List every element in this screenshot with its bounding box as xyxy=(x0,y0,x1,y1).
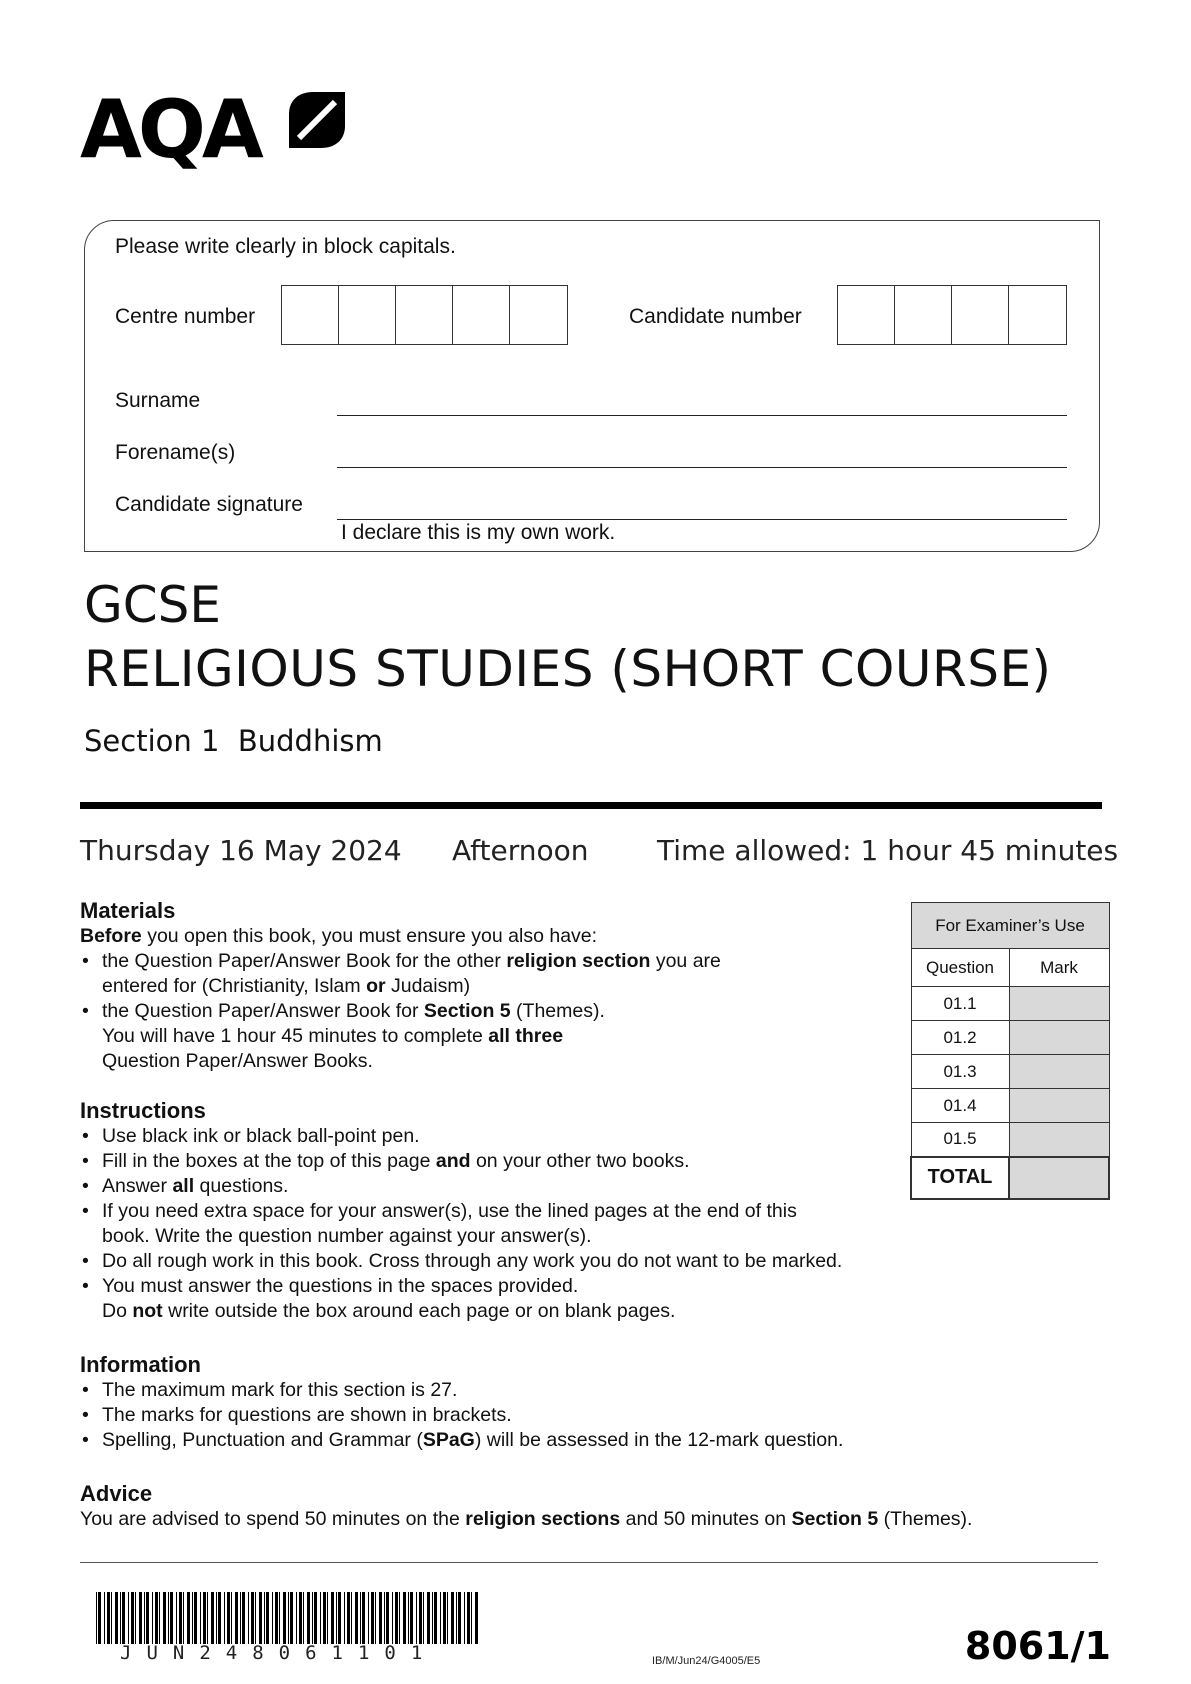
instruction-item: • Answer all questions. xyxy=(80,1174,980,1199)
barcode-bar xyxy=(120,1592,121,1644)
question-number: 01.1 xyxy=(911,987,1009,1021)
barcode xyxy=(96,1592,482,1644)
barcode-bar xyxy=(224,1592,225,1644)
barcode-bar xyxy=(331,1592,334,1644)
barcode-bar xyxy=(432,1592,433,1644)
barcode-bar xyxy=(307,1592,310,1644)
candidate-digit-box[interactable] xyxy=(1009,286,1066,344)
barcode-bar xyxy=(399,1592,400,1644)
barcode-bar xyxy=(231,1592,232,1644)
barcode-bar xyxy=(296,1592,297,1644)
barcode-bar xyxy=(475,1592,478,1644)
barcode-bar xyxy=(272,1592,273,1644)
surname-field[interactable] xyxy=(337,415,1067,416)
candidate-details-box xyxy=(84,220,1100,552)
barcode-bar xyxy=(203,1592,206,1644)
barcode-bar xyxy=(107,1592,110,1644)
barcode-bar xyxy=(368,1592,369,1644)
barcode-bar xyxy=(259,1592,262,1644)
centre-digit-box[interactable] xyxy=(282,286,339,344)
barcode-bar xyxy=(456,1592,457,1644)
paper-code: 8061/1 xyxy=(964,1624,1111,1668)
forename-field[interactable] xyxy=(337,467,1067,468)
barcode-bar xyxy=(216,1592,217,1644)
question-number: 01.2 xyxy=(911,1021,1009,1055)
barcode-bar xyxy=(111,1592,112,1644)
subject-title: RELIGIOUS STUDIES (SHORT COURSE) xyxy=(84,640,1052,698)
logo-text: AQA xyxy=(80,83,260,176)
instruction-item: • Fill in the boxes at the top of this page and on your other two books. xyxy=(80,1149,980,1174)
advice-text: You are advised to spend 50 minutes on the religion sections and 50 minutes on Section 5 (Themes). xyxy=(80,1508,973,1530)
barcode-bar xyxy=(458,1592,461,1644)
instructions-section xyxy=(80,1098,980,1324)
instructions-heading: Instructions xyxy=(80,1098,206,1123)
barcode-bar xyxy=(242,1592,245,1644)
barcode-bar xyxy=(251,1592,254,1644)
barcode-bar xyxy=(427,1592,430,1644)
advice-heading: Advice xyxy=(80,1481,153,1506)
forename-label: Forename(s) xyxy=(115,441,236,464)
barcode-bar xyxy=(314,1592,317,1644)
barcode-bar xyxy=(386,1592,389,1644)
time-allowed: Time allowed: 1 hour 45 minutes xyxy=(657,834,1119,867)
centre-digit-box[interactable] xyxy=(339,286,396,344)
barcode-bar xyxy=(139,1592,142,1644)
declaration-text: I declare this is my own work. xyxy=(341,521,616,544)
barcode-bar xyxy=(135,1592,136,1644)
advice-section xyxy=(80,1481,1090,1532)
barcode-bar xyxy=(248,1592,249,1644)
barcode-bar xyxy=(403,1592,406,1644)
information-item: • The marks for questions are shown in brackets. xyxy=(80,1403,980,1428)
section-title: Section 1 Buddhism xyxy=(84,724,383,758)
materials-intro: Before you open this book, you must ensure you also have: xyxy=(80,925,598,947)
barcode-bar xyxy=(347,1592,350,1644)
barcode-bar xyxy=(255,1592,256,1644)
barcode-bar xyxy=(146,1592,149,1644)
barcode-bar xyxy=(155,1592,158,1644)
barcode-bar xyxy=(320,1592,321,1644)
barcode-bar xyxy=(152,1592,153,1644)
barcode-bar xyxy=(434,1592,437,1644)
barcode-bar xyxy=(240,1592,241,1644)
examiner-use-table xyxy=(910,902,1110,1200)
mark-cell xyxy=(1009,1089,1109,1123)
question-number: 01.5 xyxy=(911,1123,1009,1157)
barcode-bar xyxy=(375,1592,376,1644)
barcode-bar xyxy=(144,1592,145,1644)
barcode-bar xyxy=(163,1592,166,1644)
exam-session: Afternoon xyxy=(452,834,589,867)
barcode-bar xyxy=(344,1592,345,1644)
barcode-bar xyxy=(283,1592,286,1644)
information-item: • Spelling, Punctuation and Grammar (SPaG) will be assessed in the 12-mark question. xyxy=(80,1428,980,1453)
mark-cell xyxy=(1009,1055,1109,1089)
barcode-bar xyxy=(159,1592,160,1644)
barcode-bar xyxy=(192,1592,193,1644)
candidate-digit-box[interactable] xyxy=(838,286,895,344)
barcode-bar xyxy=(200,1592,201,1644)
barcode-bar xyxy=(96,1592,97,1644)
barcode-bar xyxy=(371,1592,374,1644)
barcode-bar xyxy=(467,1592,470,1644)
block-capitals-hint: Please write clearly in block capitals. xyxy=(115,235,456,258)
mark-cell xyxy=(1009,987,1109,1021)
barcode-bar xyxy=(115,1592,118,1644)
instruction-item: • If you need extra space for your answer(s), use the lined pages at the end of this book. Write the question number against your answer(s). xyxy=(80,1199,840,1249)
barcode-bar xyxy=(392,1592,393,1644)
examiner-table-title: For Examiner’s Use xyxy=(911,903,1109,949)
information-item: • The maximum mark for this section is 27. xyxy=(80,1378,980,1403)
barcode-bar xyxy=(312,1592,313,1644)
barcode-bar xyxy=(410,1592,413,1644)
barcode-bar xyxy=(395,1592,398,1644)
instruction-item: • You must answer the questions in the spaces provided. Do not write outside the box around each page or on blank pages. xyxy=(80,1274,980,1324)
barcode-bar xyxy=(360,1592,361,1644)
centre-digit-box[interactable] xyxy=(510,286,567,344)
exam-date: Thursday 16 May 2024 xyxy=(80,834,402,867)
materials-item: • the Question Paper/Answer Book for the other religion section you are entered for (Christianity, Islam or Judaism) xyxy=(80,949,760,999)
barcode-bar xyxy=(170,1592,173,1644)
materials-section xyxy=(80,898,930,1074)
signature-label: Candidate signature xyxy=(115,493,303,516)
barcode-bar xyxy=(471,1592,472,1644)
mark-cell xyxy=(1009,1123,1109,1157)
barcode-bar xyxy=(264,1592,265,1644)
candidate-digit-box[interactable] xyxy=(952,286,1009,344)
barcode-bar xyxy=(104,1592,105,1644)
qualification-title: GCSE xyxy=(84,576,221,634)
centre-digit-box[interactable] xyxy=(453,286,510,344)
materials-heading: Materials xyxy=(80,898,176,923)
barcode-bar xyxy=(423,1592,424,1644)
barcode-text: JUN248061101 xyxy=(120,1642,438,1664)
reference-code: IB/M/Jun24/G4005/E5 xyxy=(652,1655,761,1667)
barcode-bar xyxy=(408,1592,409,1644)
question-number: 01.4 xyxy=(911,1089,1009,1123)
barcode-bar xyxy=(290,1592,293,1644)
barcode-bar xyxy=(98,1592,101,1644)
barcode-bar xyxy=(279,1592,280,1644)
materials-item: • the Question Paper/Answer Book for Section 5 (Themes). You will have 1 hour 45 minutes to complete all three Question Paper/Answer Books. xyxy=(80,999,930,1074)
barcode-bar xyxy=(168,1592,169,1644)
barcode-bar xyxy=(327,1592,328,1644)
barcode-bar xyxy=(416,1592,417,1644)
centre-digit-box[interactable] xyxy=(396,286,453,344)
surname-label: Surname xyxy=(115,389,201,412)
barcode-bar xyxy=(275,1592,278,1644)
barcode-bar xyxy=(323,1592,326,1644)
total-label: TOTAL xyxy=(911,1157,1009,1199)
instruction-item: • Do all rough work in this book. Cross through any work you do not want to be marked. xyxy=(80,1249,980,1274)
centre-number-field[interactable] xyxy=(281,285,568,345)
title-divider xyxy=(80,802,1102,809)
centre-number-label: Centre number xyxy=(115,305,256,328)
barcode-bar xyxy=(299,1592,302,1644)
question-column-header: Question xyxy=(911,949,1009,987)
instruction-item: • Use black ink or black ball-point pen. xyxy=(80,1124,980,1149)
barcode-bar xyxy=(176,1592,177,1644)
mark-cell xyxy=(1009,1021,1109,1055)
candidate-digit-box[interactable] xyxy=(895,286,952,344)
barcode-bar xyxy=(211,1592,214,1644)
barcode-bar xyxy=(451,1592,454,1644)
barcode-bar xyxy=(336,1592,337,1644)
barcode-bar xyxy=(207,1592,208,1644)
question-number: 01.3 xyxy=(911,1055,1009,1089)
barcode-bar xyxy=(419,1592,422,1644)
barcode-bar xyxy=(218,1592,221,1644)
candidate-number-field[interactable] xyxy=(837,285,1067,345)
total-mark-cell xyxy=(1009,1157,1109,1199)
barcode-bar xyxy=(122,1592,125,1644)
barcode-bar xyxy=(179,1592,182,1644)
signature-field[interactable] xyxy=(337,519,1067,520)
barcode-bar xyxy=(288,1592,289,1644)
barcode-bar xyxy=(194,1592,197,1644)
barcode-bar xyxy=(384,1592,385,1644)
barcode-bar xyxy=(227,1592,230,1644)
footer-divider xyxy=(80,1562,1098,1563)
barcode-bar xyxy=(362,1592,365,1644)
aqa-logo xyxy=(80,83,350,188)
candidate-number-label: Candidate number xyxy=(629,305,802,328)
barcode-bar xyxy=(183,1592,184,1644)
barcode-bar xyxy=(447,1592,448,1644)
barcode-bar xyxy=(131,1592,134,1644)
barcode-bar xyxy=(187,1592,190,1644)
barcode-bar xyxy=(266,1592,269,1644)
mark-column-header: Mark xyxy=(1009,949,1109,987)
barcode-bar xyxy=(443,1592,446,1644)
information-heading: Information xyxy=(80,1352,201,1377)
aqa-leaf-icon xyxy=(285,88,349,152)
barcode-bar xyxy=(379,1592,382,1644)
information-section xyxy=(80,1352,980,1453)
barcode-bar xyxy=(235,1592,238,1644)
barcode-bar xyxy=(440,1592,441,1644)
barcode-bar xyxy=(128,1592,129,1644)
barcode-bar xyxy=(338,1592,341,1644)
barcode-bar xyxy=(351,1592,352,1644)
barcode-bar xyxy=(355,1592,358,1644)
barcode-bar xyxy=(303,1592,304,1644)
barcode-bar xyxy=(464,1592,465,1644)
